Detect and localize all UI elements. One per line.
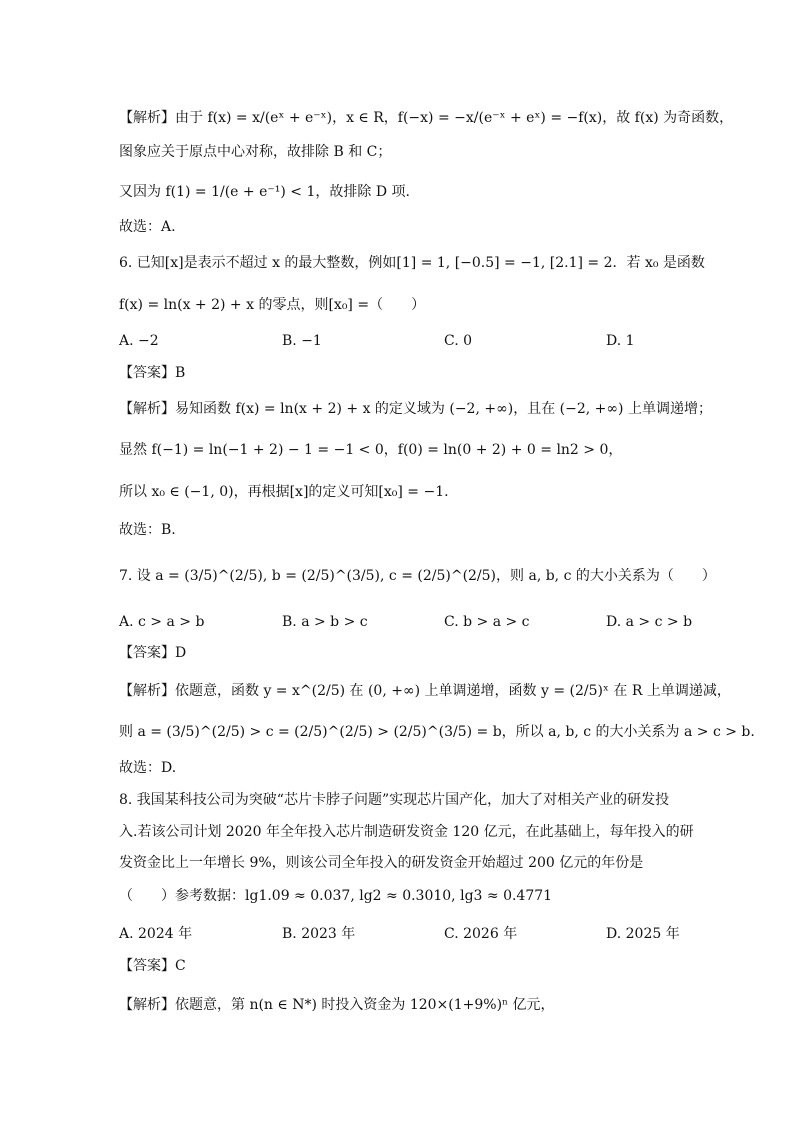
q6-analysis-line3: 所以 x₀ ∈ (−1, 0)，再根据[x]的定义可知[x₀] = −1. <box>119 484 449 500</box>
q6-stem-line1: 6. 已知[x]是表示不超过 x 的最大整数，例如[1] = 1, [−0.5] = −1, [2.1] = 2．若 x₀ 是函数 <box>119 255 705 271</box>
q6-analysis-line2: 显然 f(−1) = ln(−1 + 2) − 1 = −1 < 0，f(0) = ln(0 + 2) + 0 = ln2 > 0， <box>119 442 623 458</box>
q7-option-a: A. c > a > b <box>119 614 205 630</box>
q6-option-b: B. −1 <box>282 333 322 349</box>
q8-stem-line4: （ ）参考数据：lg1.09 ≈ 0.037, lg2 ≈ 0.3010, lg3 ≈ 0.4771 <box>119 888 553 904</box>
q6-analysis-line1: 【解析】易知函数 f(x) = ln(x + 2) + x 的定义域为 (−2, +∞)，且在 (−2, +∞) 上单调递增； <box>119 401 712 417</box>
q6-choice: 故选：B. <box>119 522 176 538</box>
q5-analysis-line3: 又因为 f(1) = 1/(e + e⁻¹) < 1，故排除 D 项. <box>119 184 410 200</box>
q8-option-a: A. 2024 年 <box>119 926 193 942</box>
q7-analysis-line2: 则 a = (3/5)^(2/5) > c = (2/5)^(2/5) > (2/5)^(3/5) = b，所以 a, b, c 的大小关系为 a > c > b. <box>119 724 755 740</box>
q8-stem-line3: 发资金比上一年增长 9%，则该公司全年投入的研发资金开始超过 200 亿元的年份是 <box>119 855 644 871</box>
q7-choice: 故选：D. <box>119 760 177 776</box>
q7-option-d: D. a > c > b <box>606 614 693 630</box>
q5-analysis-line1: 【解析】由于 f(x) = x/(eˣ + e⁻ˣ)，x ∈ R，f(−x) = −x/(e⁻ˣ + eˣ) = −f(x)，故 f(x) 为奇函数， <box>119 110 734 126</box>
q8-option-d: D. 2025 年 <box>606 926 680 942</box>
q7-option-b: B. a > b > c <box>282 614 368 630</box>
q8-stem-line1: 8. 我国某科技公司为突破“芯片卡脖子问题”实现芯片国产化，加大了对相关产业的研发投 <box>119 792 670 808</box>
q5-analysis-line2: 图象应关于原点中心对称，故排除 B 和 C； <box>119 144 392 160</box>
q5-choice: 故选：A. <box>119 219 176 235</box>
q7-analysis-line1: 【解析】依题意，函数 y = x^(2/5) 在 (0, +∞) 上单调递增，函数 y = (2/5)ˣ 在 R 上单调递减， <box>119 683 731 699</box>
q8-option-c: C. 2026 年 <box>444 926 518 942</box>
q7-stem: 7. 设 a = (3/5)^(2/5), b = (2/5)^(3/5), c = (2/5)^(2/5)，则 a, b, c 的大小关系为（ ） <box>119 568 716 584</box>
q8-analysis-line1: 【解析】依题意，第 n(n ∈ N*) 时投入资金为 120×(1+9%)ⁿ 亿元， <box>119 997 555 1013</box>
q8-option-b: B. 2023 年 <box>282 926 356 942</box>
q7-answer: 【答案】D <box>119 645 187 661</box>
q6-option-c: C. 0 <box>444 333 473 349</box>
q6-option-a: A. −2 <box>119 333 159 349</box>
q7-option-c: C. b > a > c <box>444 614 530 630</box>
q8-stem-line2: 入.若该公司计划 2020 年全年投入芯片制造研发资金 120 亿元，在此基础上，每年投入的研 <box>119 824 694 840</box>
q6-stem-line2: f(x) = ln(x + 2) + x 的零点，则[x₀] =（ ） <box>119 297 426 313</box>
q6-answer: 【答案】B <box>119 365 186 381</box>
q8-answer: 【答案】C <box>119 958 186 974</box>
q6-option-d: D. 1 <box>606 333 635 349</box>
